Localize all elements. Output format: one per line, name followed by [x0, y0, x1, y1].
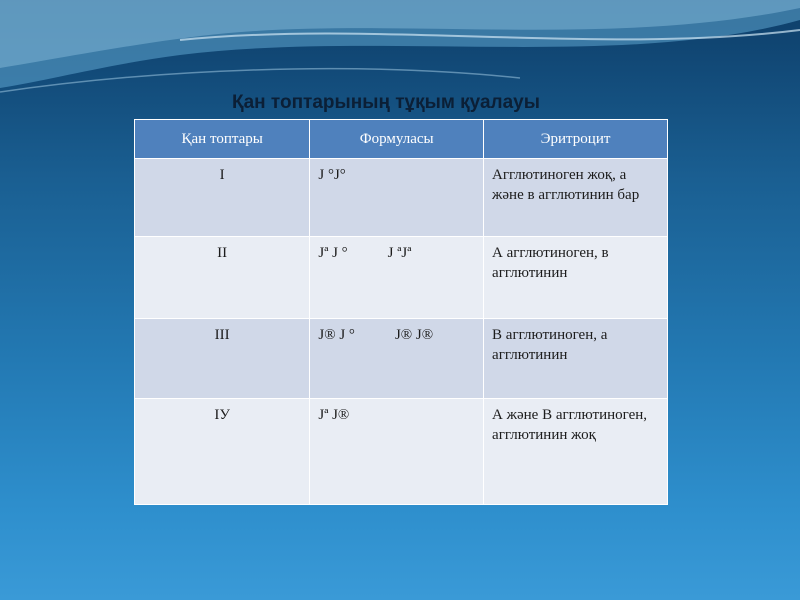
- cell-formula: [310, 319, 484, 399]
- formula-a: Jª J®: [318, 407, 350, 423]
- cell-erythrocyte: А және В агглютиноген, агглютинин жоқ: [484, 399, 668, 505]
- table-header-row: [135, 120, 668, 159]
- cell-erythrocyte: Агглютиноген жоқ, а және в агглютинин бар: [484, 159, 668, 237]
- formula-a: J® J °: [318, 327, 355, 343]
- cell-formula: [310, 159, 484, 237]
- formula-b: J ªJª: [387, 245, 412, 261]
- formula-a: J °J°: [318, 167, 346, 183]
- table-row: [135, 237, 668, 319]
- cell-group: I: [135, 159, 310, 237]
- table-row: [135, 159, 668, 237]
- blood-groups-table: [134, 119, 668, 505]
- cell-group: III: [135, 319, 310, 399]
- header-formula: Формуласы: [310, 120, 484, 159]
- table-row: [135, 399, 668, 505]
- cell-group: II: [135, 237, 310, 319]
- cell-formula: [310, 399, 484, 505]
- cell-group: IУ: [135, 399, 310, 505]
- cell-erythrocyte: В агглютиноген, а агглютинин: [484, 319, 668, 399]
- table-row: [135, 319, 668, 399]
- cell-formula: [310, 237, 484, 319]
- formula-b: J® J®: [394, 327, 434, 343]
- formula-a: Jª J °: [318, 245, 348, 261]
- header-blood-groups: Қан топтары: [135, 120, 310, 159]
- header-erythrocyte: Эритроцит: [484, 120, 668, 159]
- cell-erythrocyte: А агглютиноген, в агглютинин: [484, 237, 668, 319]
- slide-title: Қан топтарының тұқым қуалауы: [232, 92, 540, 113]
